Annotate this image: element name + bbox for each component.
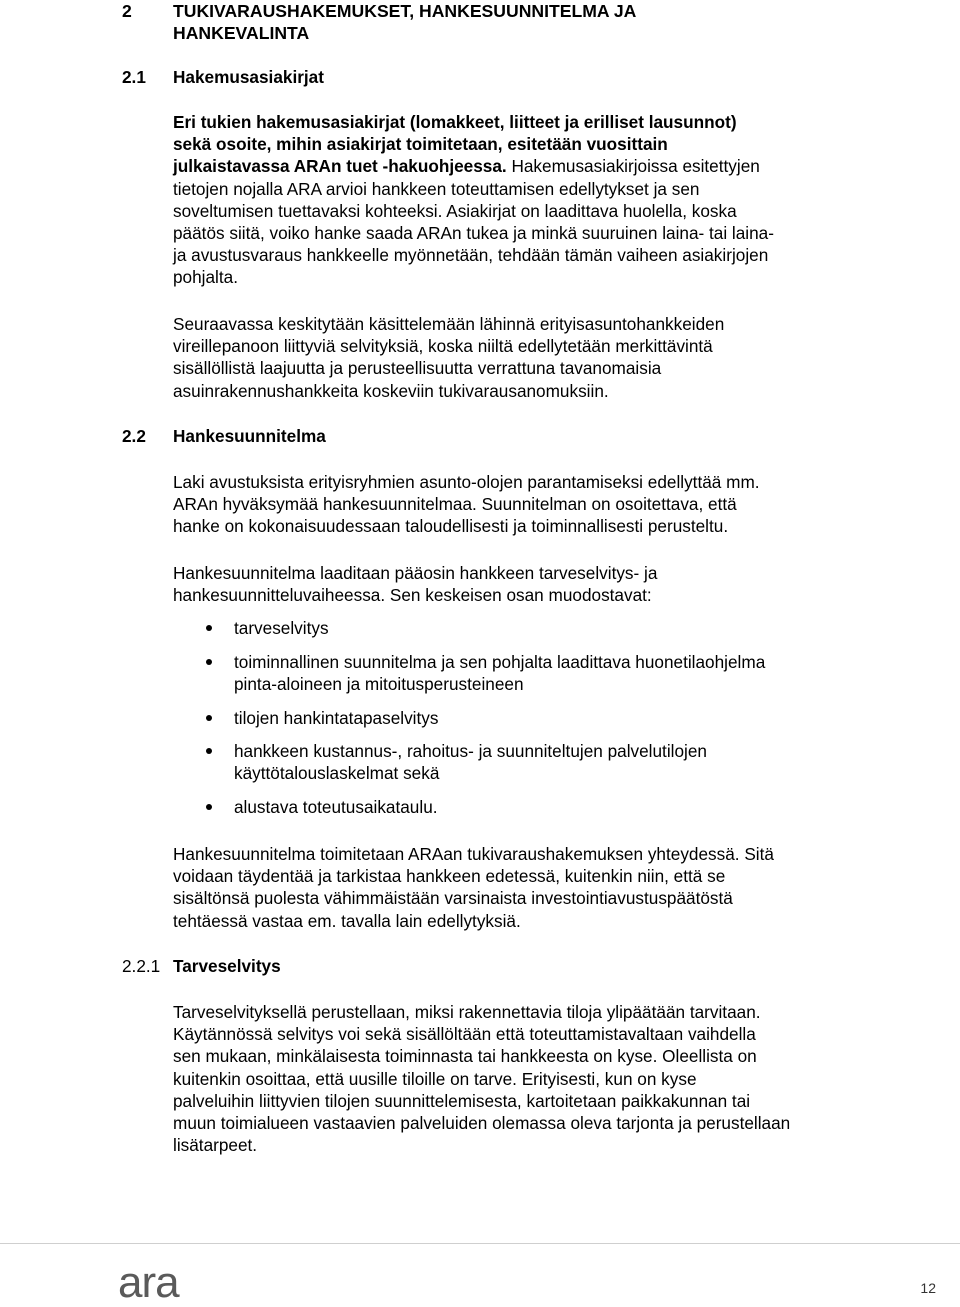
text-line: Tarveselvityksellä perustellaan, miksi rakennettavia tiloja ylipäätään tarvitaan. — [173, 1002, 761, 1022]
text-line: palveluihin liittyvien tilojen suunnittelemisesta, kartoitetaan paikkakunnan tai — [173, 1090, 751, 1111]
text-line: tietojen nojalla ARA arvioi hankkeen toteuttamisen edellytykset ja sen — [173, 178, 700, 199]
subsection-number: 2.1 — [122, 67, 146, 87]
text-line: päätös siitä, voiko hanke saada ARAn tukea ja minkä suuruinen laina- tai laina- — [173, 223, 774, 244]
text-line: soveltumisen tuettavaksi kohteeksi. Asiakirjat on laadittava huolella, koska — [173, 200, 737, 221]
section-title-line1: TUKIVARAUSHAKEMUKSET, HANKESUUNNITELMA JA — [173, 1, 637, 21]
paragraph — [173, 562, 863, 606]
text-line: Laki avustuksista erityisryhmien asunto-olojen parantamiseksi edellyttää mm. — [173, 472, 760, 492]
paragraph — [173, 1001, 863, 1156]
subsubsection-title: Tarveselvitys — [173, 956, 281, 976]
text-line: Hankesuunnitelma toimitetaan ARAan tukivaraushakemuksen yhteydessä. Sitä — [173, 844, 774, 864]
text-line: hankesuunnitteluvaiheessa. Sen keskeisen osan muodostavat: — [173, 585, 652, 606]
text-line: vireillepanoon liittyviä selvityksiä, koska niiltä edellytetään merkittävintä — [173, 336, 713, 357]
text-line: asuinrakennushankkeita koskeviin tukivarausanomuksiin. — [173, 380, 609, 401]
list-item — [234, 617, 874, 639]
bullet-icon — [206, 748, 212, 754]
bullet-icon — [206, 715, 212, 721]
text-line: sen mukaan, minkälaisesta toiminnasta tai hankkeesta on kyse. Oleellista on — [173, 1046, 757, 1067]
text-line: käyttötalouslaskelmat sekä — [234, 763, 440, 784]
text-line: toiminnallinen suunnitelma ja sen pohjalta laadittava huonetilaohjelma — [234, 652, 766, 672]
subsection-number: 2.2 — [122, 426, 146, 446]
paragraph — [173, 111, 863, 289]
text-line: sisällöllistä laajuutta ja perusteellisuutta verrattuna tavanomaisia — [173, 358, 662, 379]
list-item — [234, 740, 874, 784]
subsection-title: Hankesuunnitelma — [173, 426, 326, 446]
footer-divider — [0, 1243, 960, 1244]
paragraph — [173, 471, 863, 538]
text-line: Eri tukien hakemusasiakirjat (lomakkeet, liitteet ja erilliset lausunnot) — [173, 112, 737, 132]
text-line: lisätarpeet. — [173, 1135, 258, 1156]
text-line: ARAn hyväksymää hankesuunnitelmaa. Suunnitelman on osoitettava, että — [173, 494, 737, 515]
text-line: Seuraavassa keskitytään käsittelemään lähinnä erityisasuntohankkeiden — [173, 314, 725, 334]
text-line: pohjalta. — [173, 267, 238, 288]
bullet-icon — [206, 804, 212, 810]
text-line: julkaistavassa ARAn tuet -hakuohjeessa. — [173, 156, 507, 177]
text-line: voidaan täydentää ja tarkistaa hankkeen edetessä, kuitenkin niin, että se — [173, 866, 726, 887]
text-line: Hankesuunnitelma laaditaan pääosin hankkeen tarveselvitys- ja — [173, 563, 658, 583]
text-line: sekä osoite, mihin asiakirjat toimitetaan, esitetään vuosittain — [173, 134, 668, 155]
bullet-icon — [206, 659, 212, 665]
paragraph — [173, 843, 863, 932]
text-line: alustava toteutusaikataulu. — [234, 797, 438, 817]
text-line: Käytännössä selvitys voi sekä sisällöltään että toteuttamistavaltaan vaihdella — [173, 1024, 756, 1045]
text-line: muun toimialueen vastaavien palveluiden olemassa oleva tarjonta ja perustellaan — [173, 1113, 791, 1134]
section-title-line2: HANKEVALINTA — [173, 23, 310, 43]
text-line: tehtäessä vastaa em. tavalla lain edellytyksiä. — [173, 910, 521, 931]
text-line: hanke on kokonaisuudessaan taloudellisesti ja toiminnallisesti perusteltu. — [173, 516, 729, 537]
bullet-icon — [206, 625, 212, 631]
text-line: tarveselvitys — [234, 618, 329, 638]
text-line: pinta-aloineen ja mitoitusperusteineen — [234, 674, 524, 695]
page-number: 12 — [920, 1280, 936, 1296]
ara-logo-icon — [118, 1262, 194, 1302]
text-line: ja avustusvaraus hankkeelle myönnetään, tehdään tämän vaiheen asiakirjojen — [173, 245, 769, 266]
subsubsection-number: 2.2.1 — [122, 956, 161, 976]
text-line: hankkeen kustannus-, rahoitus- ja suunniteltujen palvelutilojen — [234, 741, 707, 761]
section-number: 2 — [122, 1, 132, 21]
text-line: kuitenkin osoittaa, että uusille tiloille on tarve. Erityisesti, kun on kyse — [173, 1068, 697, 1089]
text-line: sisältönsä puolesta vähimmäistään varsinaista investointiavustuspäätöstä — [173, 888, 733, 909]
paragraph — [173, 313, 863, 402]
list-item — [234, 707, 874, 729]
text-line: tilojen hankintatapaselvitys — [234, 708, 439, 728]
list-item — [234, 651, 874, 695]
ara-logo — [118, 1262, 194, 1307]
logo-text: ara — [118, 1262, 179, 1302]
text-line: Hakemusasiakirjoissa esitettyjen — [506, 156, 760, 177]
subsection-title: Hakemusasiakirjat — [173, 67, 324, 87]
list-item — [234, 796, 874, 818]
